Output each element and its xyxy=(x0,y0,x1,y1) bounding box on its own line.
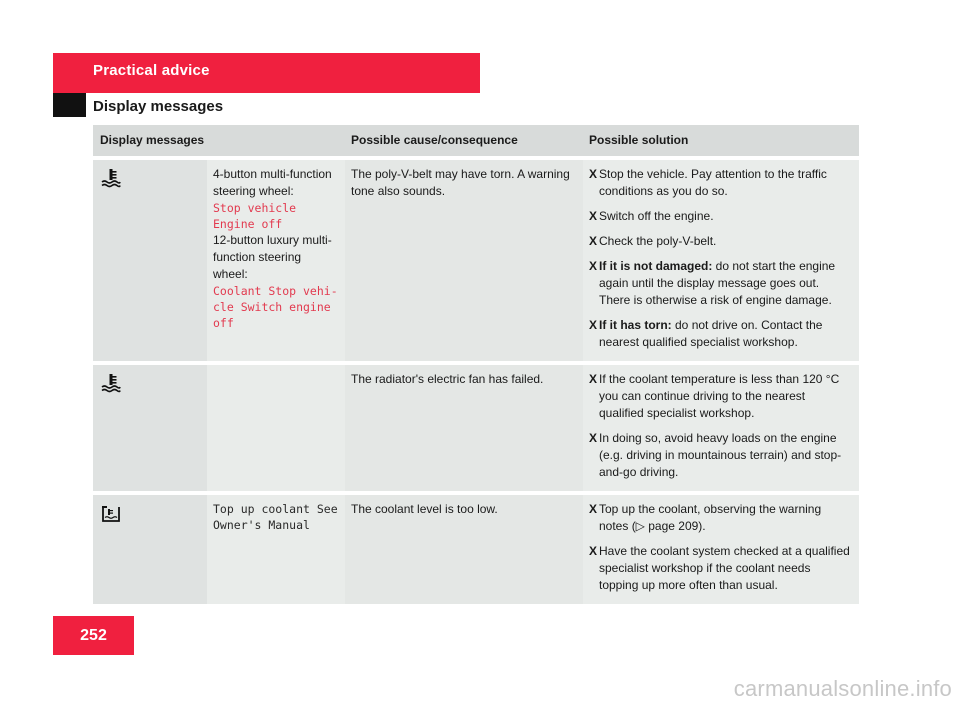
solution-cell xyxy=(583,158,859,363)
solution-item: X Top up the coolant, observing the warning notes (▷ page 209). xyxy=(589,502,822,533)
solution-item: X If it has torn: do not drive on. Contact the nearest qualified specialist workshop. xyxy=(589,318,823,349)
message-intro: 4-button multi-function steering wheel: xyxy=(213,167,332,198)
solution-item: X If it is not damaged: do not start the engine again until the display message goes out. There is otherwise a risk of engine damage. xyxy=(589,259,836,307)
display-message-code: Coolant Stop vehi- xyxy=(213,284,338,298)
display-message-code: off xyxy=(213,316,234,330)
column-header-display-messages: Display messages xyxy=(93,125,345,158)
solution-item: X Check the poly-V-belt. xyxy=(589,234,717,248)
column-header-cause: Possible cause/consequence xyxy=(345,125,583,158)
cause-cell: The poly-V-belt may have torn. A warning tone also sounds. xyxy=(345,158,583,363)
icon-cell xyxy=(93,363,207,493)
section-title: Practical advice xyxy=(93,62,210,79)
solution-item: X Stop the vehicle. Pay attention to the traffic conditions as you do so. xyxy=(589,167,827,198)
display-message-code: Engine off xyxy=(213,217,283,231)
bullet-arrow-icon: X xyxy=(589,167,598,181)
bullet-arrow-icon: X xyxy=(589,544,598,558)
bullet-arrow-icon: X xyxy=(589,259,598,273)
solution-item: X Have the coolant system checked at a qualified specialist workshop if the coolant needs topping up more often than usual. xyxy=(589,544,850,592)
page-number: 252 xyxy=(80,627,107,644)
bullet-arrow-icon: X xyxy=(589,372,598,386)
header-marker xyxy=(53,93,86,117)
solution-item: X Switch off the engine. xyxy=(589,209,714,223)
page-subtitle: Display messages xyxy=(93,98,224,115)
message-intro: 12-button luxury multi-function steering wheel: xyxy=(213,233,332,281)
display-message-cell xyxy=(207,363,345,493)
coolant-temperature-icon xyxy=(101,373,121,393)
watermark: carmanualsonline.info xyxy=(733,676,952,701)
column-header-solution: Possible solution xyxy=(583,125,859,158)
icon-cell xyxy=(93,158,207,363)
display-message-code: Stop vehicle xyxy=(213,201,297,215)
display-message-cell xyxy=(207,493,345,606)
cause-cell: The radiator's electric fan has failed. xyxy=(345,363,583,493)
bullet-arrow-icon: X xyxy=(589,502,598,516)
solution-item: X In doing so, avoid heavy loads on the engine (e.g. driving in mountainous terrain) and stop-and-go driving. xyxy=(589,431,842,479)
display-message-code: cle Switch engine xyxy=(213,300,331,314)
display-message-code: Owner's Manual xyxy=(213,518,310,532)
table-header-row xyxy=(93,125,859,158)
table-row xyxy=(93,363,859,493)
icon-cell xyxy=(93,493,207,606)
solution-item: X If the coolant temperature is less than 120 °C you can continue driving to the nearest qualified specialist workshop. xyxy=(589,372,840,420)
display-message-code: Top up coolant See xyxy=(213,502,338,516)
solution-cell xyxy=(583,363,859,493)
display-message-cell xyxy=(207,158,345,363)
bullet-arrow-icon: X xyxy=(589,209,598,223)
bullet-arrow-icon: X xyxy=(589,234,598,248)
coolant-level-icon xyxy=(101,503,121,523)
bullet-arrow-icon: X xyxy=(589,318,598,332)
bullet-arrow-icon: X xyxy=(589,431,598,445)
display-messages-table xyxy=(93,125,859,608)
table-row xyxy=(93,158,859,363)
solution-cell xyxy=(583,493,859,606)
coolant-temperature-icon xyxy=(101,168,121,188)
table-row xyxy=(93,493,859,606)
cause-cell: The coolant level is too low. xyxy=(345,493,583,606)
